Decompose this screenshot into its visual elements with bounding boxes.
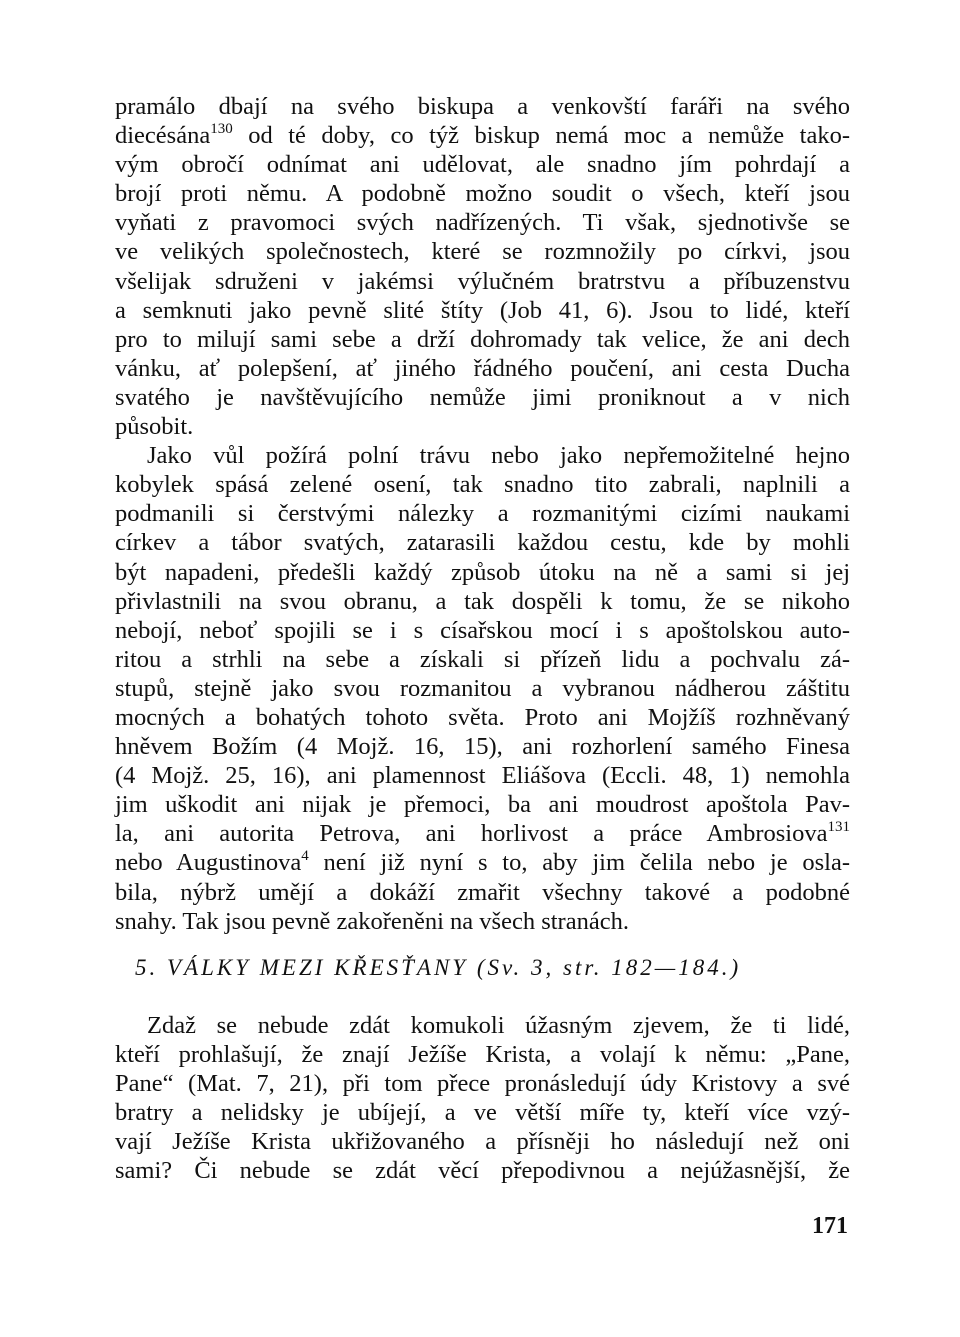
text-line: vým obročí odnímat ani udělovat, ale snadno jím pohrdají a: [115, 151, 850, 179]
text-line: podmanili si čerstvými nálezky a rozmanitými cizími naukami: [115, 500, 850, 528]
text-line: ve velikých společnostech, které se rozmnožily po církvi, jsou: [115, 238, 850, 266]
footnote-marker: 4: [301, 848, 309, 865]
text-line: (4 Mojž. 25, 16), ani plamennost Eliášova (Eccli. 48, 1) nemohla: [115, 762, 850, 790]
text-fragment: la, ani autorita Petrova, ani horlivost a práce Ambrosiova: [115, 820, 828, 848]
text-line: všelijak sdruženi v jakémsi výlučném bratrstvu a příbuzenstvu: [115, 267, 850, 295]
text-line: [115, 819, 850, 848]
text-line: vánku, ať polepšení, ať jiného řádného poučení, ani cesta Ducha: [115, 354, 850, 382]
text-line: hněvem Božím (4 Mojž. 16, 15), ani rozhorlení samého Finesa: [115, 733, 850, 761]
text-line: kobylek spásá zelené osení, tak snadno tito zabrali, naplnili a: [115, 471, 850, 499]
text-line: přivlastnili na svou obranu, a tak dospěli k tomu, že se nikoho: [115, 587, 850, 615]
text-line: nebojí, neboť spojili se i s císařskou mocí i s apoštolskou auto-: [115, 616, 850, 644]
text-line: jim uškodit ani nijak je přemoci, ba ani moudrost apoštola Pav-: [115, 791, 850, 819]
text-line: pro to milují sami sebe a drží dohromady tak velice, že ani dech: [115, 325, 850, 353]
text-line: bratry a nelidsky je ubíjejí, a ve větší míře ty, kteří více vzý-: [115, 1099, 850, 1127]
footnote-marker: 130: [210, 120, 233, 137]
text-line: pramálo dbají na svého biskupa a venkovští faráři na svého: [115, 93, 850, 120]
text-line: kteří prohlašují, že znají Ježíše Krista, a volají k němu: „Pane,: [115, 1041, 850, 1069]
text-line: stupů, stejně jako svou rozmanitou a vybranou nádherou záštitu: [115, 674, 850, 702]
text-line: [115, 121, 850, 150]
text-line: Zdaž se nebude zdát komukoli úžasným zjevem, že ti lidé,: [147, 1012, 850, 1039]
text-line: být napadeni, předešli každý způsob útoku na ně a sami si jej: [115, 558, 850, 586]
text-fragment: není již nyní s to, aby jim čelila nebo je osla-: [308, 849, 850, 877]
text-fragment: od té doby, co týž biskup nemá moc a nemůže tako-: [232, 122, 850, 150]
text-line: ritou a strhli na sebe a získali si přízeň lidu a pochvalu zá-: [115, 645, 850, 673]
text-line: působit.: [115, 413, 194, 441]
text-line: a semknuti jako pevně slité štíty (Job 41, 6). Jsou to lidé, kteří: [115, 296, 850, 324]
text-line: mocných a bohatých tohoto světa. Proto ani Mojžíš rozhněvaný: [115, 703, 850, 731]
footnote-marker: 131: [827, 819, 850, 836]
text-line: vyňati z pravomoci svých nadřízených. Ti však, sjednotivše se: [115, 209, 850, 237]
page-number: 171: [812, 1213, 848, 1239]
paragraph-3: [115, 1011, 850, 1186]
text-line: bila, nýbrž umějí a dokáží zmařit všechny takové a podobné: [115, 878, 850, 906]
paragraph-1: [115, 92, 850, 936]
text-line: sami? Či nebude se zdát věcí přepodivnou a nejúžasnější, že: [115, 1157, 850, 1185]
text-line: církev a tábor svatých, zatarasili každou cestu, kde by mohli: [115, 529, 850, 557]
text-fragment: nebo Augustinova: [115, 849, 302, 877]
text-fragment: diecésána: [115, 122, 211, 150]
text-line: brojí proti němu. A podobně možno soudit o všech, kteří jsou: [115, 180, 850, 208]
text-line: svatého je navštěvujícího nemůže jimi proniknout a v nich: [115, 383, 850, 411]
text-line: Jako vůl požírá polní trávu nebo jako nepřemožitelné hejno: [147, 442, 850, 470]
text-line: vají Ježíše Krista ukřižovaného a přísněji ho následují než oni: [115, 1128, 850, 1156]
text-line: [115, 848, 850, 877]
section-heading: 5. VÁLKY MEZI KŘESŤANY (Sv. 3, str. 182—184.): [135, 955, 742, 980]
text-line: snahy. Tak jsou pevně zakořeněni na všech stranách.: [115, 907, 629, 935]
text-line: Pane“ (Mat. 7, 21), při tom přece pronásledují údy Kristovy a své: [115, 1070, 850, 1098]
